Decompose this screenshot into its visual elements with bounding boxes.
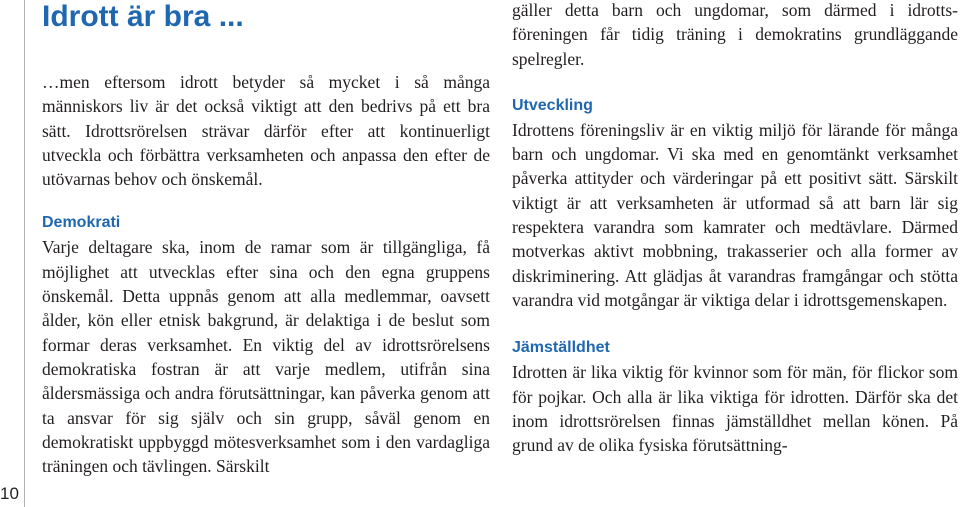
page-title: Idrott är bra ... [42, 0, 244, 33]
page-margin-line [24, 0, 25, 507]
heading-utveckling: Utveckling [512, 96, 593, 114]
heading-jamstalldhet: Jämställdhet [512, 339, 610, 357]
jamstalldhet-paragraph: Idrotten är lika viktig för kvinnor som för män, för flickor som för pojkar. Och alla är lika viktiga för idrotten. Därför ska det inom idrottsrörelsen finnas jämställdhet mellan könen. På grund av de olika fysiska förutsättning- [512, 362, 958, 456]
demokrati-paragraph: Varje deltagare ska, inom de ramar som är tillgängliga, få möjlighet att utvecklas efter sina och den egna gruppens önskemål. Detta uppnås genom att alla medlemmar, oavsett ålder, kön eller etnisk bakgrund, är delaktiga i de beslut som formar deras verksamhet. En viktig del av idrottsrörelsens demokratiska fostran är att varje medlem, utifrån sina åldersmässiga och andra förutsättningar, kan påverka genom att ta ansvar för sig själv och sin grupp, såväl genom en demokratiskt uppbyggd mötesverksamhet som i den vardagliga träningen och tävlingen. Särskilt [42, 237, 490, 477]
page-number: 10 [0, 484, 19, 503]
utveckling-paragraph: Idrottens föreningsliv är en viktig miljö för lärande för många barn och ungdomar. Vi ska med en genomtänkt verksamhet påverka attityder och värderingar på ett positivt sätt. Särskilt viktigt är att verksamheten är utformad så att barn lär sig respektera varandra som kamrater och medtävlare. Därmed motverkas aktivt mobbning, trakasserier och alla former av diskriminering. Att glädjas åt varandras framgångar och stötta varandra vid motgångar är viktiga delar i idrottsgemenskapen. [512, 119, 958, 310]
right-column [512, 0, 958, 457]
left-column [42, 0, 490, 478]
continuation-paragraph: gäller detta barn och ungdomar, som därmed i idrottsföreningen får tidig träning i demokratins grundläggande spelregler. [512, 0, 958, 69]
heading-demokrati: Demokrati [42, 214, 121, 232]
intro-paragraph: …men eftersom idrott betyder så mycket i så många människors liv är det också viktigt att den bedrivs på ett bra sätt. Idrottsrörelsen strävar därför efter att kontinuerligt utveckla och förbättra verksamheten och anpassa den efter de utövarnas behov och önskemål. [42, 72, 490, 190]
